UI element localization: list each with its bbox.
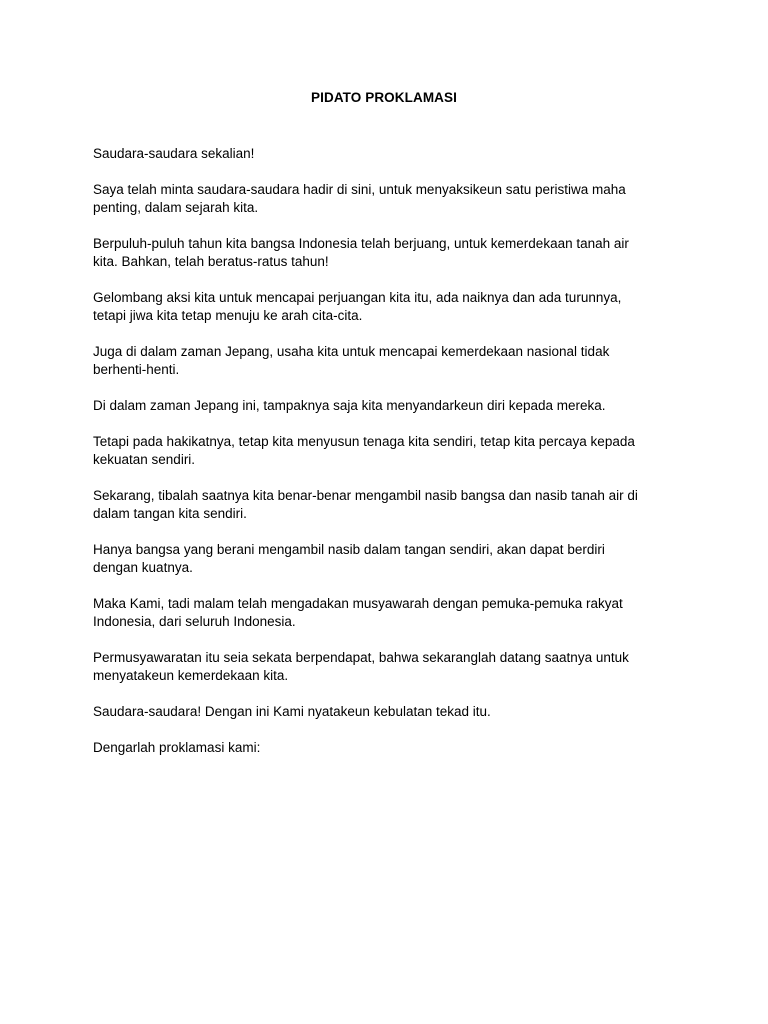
paragraph [93,397,683,415]
paragraph-line: Saudara-saudara! Dengan ini Kami nyatakeun kebulatan tekad itu. [93,704,491,719]
paragraph-line: Saya telah minta saudara-saudara hadir di sini, untuk menyaksikeun satu peristiwa maha [93,182,626,197]
paragraph [93,145,683,163]
paragraph [93,433,683,469]
paragraph-line: Sekarang, tibalah saatnya kita benar-benar mengambil nasib bangsa dan nasib tanah air di [93,488,638,503]
paragraph [93,595,683,631]
paragraph-line: berhenti-henti. [93,362,180,377]
paragraph-line: Dengarlah proklamasi kami: [93,740,261,755]
paragraph-line: Permusyawaratan itu seia sekata berpendapat, bahwa sekaranglah datang saatnya untuk [93,650,629,665]
paragraph-line: Berpuluh-puluh tahun kita bangsa Indonesia telah berjuang, untuk kemerdekaan tanah air [93,236,629,251]
paragraph-line: Hanya bangsa yang berani mengambil nasib dalam tangan sendiri, akan dapat berdiri [93,542,605,557]
paragraph [93,343,683,379]
paragraph-line: Maka Kami, tadi malam telah mengadakan musyawarah dengan pemuka-pemuka rakyat [93,596,623,611]
paragraph [93,487,683,523]
paragraph-line: kita. Bahkan, telah beratus-ratus tahun! [93,254,329,269]
paragraph [93,541,683,577]
paragraph [93,289,683,325]
paragraph-line: dengan kuatnya. [93,560,193,575]
paragraph-line: Gelombang aksi kita untuk mencapai perjuangan kita itu, ada naiknya dan ada turunnya, [93,290,622,305]
paragraph-line: Indonesia, dari seluruh Indonesia. [93,614,296,629]
paragraph [93,649,683,685]
document-title: PIDATO PROKLAMASI [311,90,457,105]
paragraph-line: kekuatan sendiri. [93,452,196,467]
paragraph [93,235,683,271]
paragraph [93,703,683,721]
paragraph-line: menyatakeun kemerdekaan kita. [93,668,289,683]
paragraph-line: Saudara-saudara sekalian! [93,146,255,161]
paragraph-line: Juga di dalam zaman Jepang, usaha kita untuk mencapai kemerdekaan nasional tidak [93,344,610,359]
paragraph [93,181,683,217]
paragraph-line: dalam tangan kita sendiri. [93,506,247,521]
paragraph [93,739,683,757]
paragraph-line: Tetapi pada hakikatnya, tetap kita menyusun tenaga kita sendiri, tetap kita percaya kepada [93,434,635,449]
paragraph-line: tetapi jiwa kita tetap menuju ke arah cita-cita. [93,308,363,323]
document-body [93,145,683,775]
paragraph-line: Di dalam zaman Jepang ini, tampaknya saja kita menyandarkeun diri kepada mereka. [93,398,606,413]
paragraph-line: penting, dalam sejarah kita. [93,200,259,215]
